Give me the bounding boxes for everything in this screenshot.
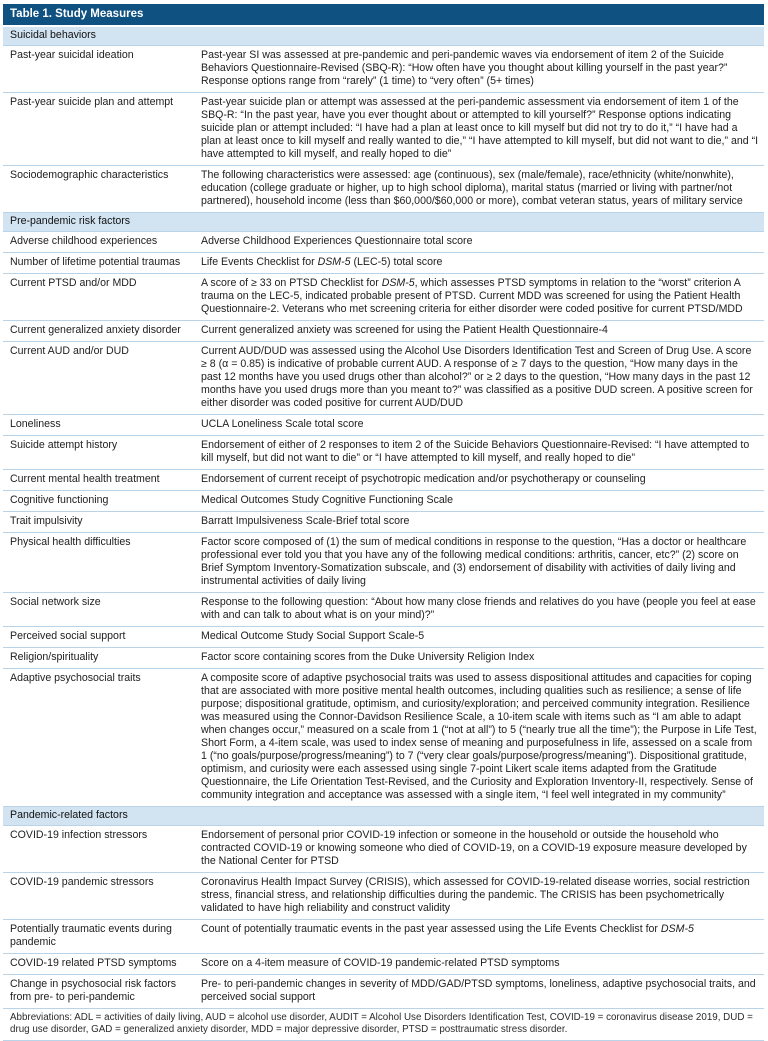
description-cell: Endorsement of current receipt of psychotropic medication and/or psychotherapy or counseling xyxy=(201,473,646,485)
measure-cell: Current generalized anxiety disorder xyxy=(10,324,181,336)
measure-cell: Sociodemographic characteristics xyxy=(10,169,169,181)
description-cell: Medical Outcome Study Social Support Scale-5 xyxy=(201,630,425,642)
study-measures-table xyxy=(3,4,764,1041)
description-cell: Life Events Checklist for DSM-5 (LEC-5) total score xyxy=(201,256,443,268)
measure-cell: Potentially traumatic events during pandemic xyxy=(10,923,172,948)
measure-cell: Adverse childhood experiences xyxy=(10,235,158,247)
section-header: Suicidal behaviors xyxy=(3,27,764,46)
table-row xyxy=(3,342,764,415)
table-row xyxy=(3,920,764,954)
measure-cell: COVID-19 related PTSD symptoms xyxy=(10,957,177,969)
table-row xyxy=(3,491,764,512)
measure-cell: Religion/spirituality xyxy=(10,651,99,663)
table-row xyxy=(3,93,764,166)
measure-cell: Number of lifetime potential traumas xyxy=(10,256,181,268)
measure-cell: Current mental health treatment xyxy=(10,473,160,485)
measure-cell: Social network size xyxy=(10,596,101,608)
table-row xyxy=(3,669,764,807)
table-row xyxy=(3,232,764,253)
measure-cell: COVID-19 infection stressors xyxy=(10,829,148,841)
table-row xyxy=(3,593,764,627)
table-row xyxy=(3,46,764,93)
table-row xyxy=(3,436,764,470)
measure-cell: Change in psychosocial risk factors from pre- to peri-pandemic xyxy=(10,978,177,1003)
description-cell: Medical Outcomes Study Cognitive Functioning Scale xyxy=(201,494,454,506)
measure-cell: Adaptive psychosocial traits xyxy=(10,672,141,684)
table-row xyxy=(3,648,764,669)
table-row xyxy=(3,274,764,321)
table-row xyxy=(3,627,764,648)
table-row xyxy=(3,954,764,975)
table-row xyxy=(3,512,764,533)
measure-cell: Perceived social support xyxy=(10,630,126,642)
measure-cell: Current AUD and/or DUD xyxy=(10,345,129,357)
table-row xyxy=(3,470,764,491)
table-row xyxy=(3,415,764,436)
description-cell: Current generalized anxiety was screened for using the Patient Health Questionnaire-4 xyxy=(201,324,608,336)
description-cell: Pre- to peri-pandemic changes in severity of MDD/GAD/PTSD symptoms, loneliness, adaptive psychosocial traits, and perceived social support xyxy=(201,978,756,1003)
measure-cell: Past-year suicidal ideation xyxy=(10,49,134,61)
description-cell: A score of ≥ 33 on PTSD Checklist for DSM-5, which assesses PTSD symptoms in relation to the “worst” criterion A trauma on the LEC-5, indicated probable present of PTSD. Current MDD was screened for using the Patient Health Questionnaire-2. Veterans who met screening criteria for either disorder were coded positive for current PTSD/MDD xyxy=(201,277,743,315)
measure-cell: Loneliness xyxy=(10,418,61,430)
description-cell: Score on a 4-item measure of COVID-19 pandemic-related PTSD symptoms xyxy=(201,957,560,969)
description-cell: Endorsement of either of 2 responses to item 2 of the Suicide Behaviors Questionnaire-Revised: “I have attempted to kill myself, but did not want to die” or “I have attempted to kill myself, and really hoped to die” xyxy=(201,439,750,464)
table-row xyxy=(3,873,764,920)
measure-cell: Cognitive functioning xyxy=(10,494,109,506)
table-row xyxy=(3,166,764,213)
measure-cell: Suicide attempt history xyxy=(10,439,118,451)
description-cell: Past-year SI was assessed at pre-pandemic and peri-pandemic waves via endorsement of item 2 of the Suicide Behaviors Questionnaire-Revised (SBQ-R): “How often have you thought about killing yourself in the past year?” Response options range from “rarely” (1 time) to “very often” (5+ times) xyxy=(201,49,728,87)
measure-cell: COVID-19 pandemic stressors xyxy=(10,876,154,888)
description-cell: Current AUD/DUD was assessed using the Alcohol Use Disorders Identification Test and Screen of Drug Use. A score ≥ 8 (α = 0.85) is indicative of probable current AUD. A response of ≥ 7 days to the question, “How many days in the past 12 months have you used drugs other than alcohol?” or ≥ 2 days to the question, “How many days in the past 12 months have you used drugs more than you meant to?” was classified as a positive DUD screen. A positive screen for either disorder was coded positive for current AUD/DUD xyxy=(201,345,753,409)
description-cell: Adverse Childhood Experiences Questionnaire total score xyxy=(201,235,473,247)
description-cell: Barratt Impulsiveness Scale-Brief total score xyxy=(201,515,410,527)
section-header: Pre-pandemic risk factors xyxy=(3,213,764,232)
table-row xyxy=(3,253,764,274)
measure-cell: Trait impulsivity xyxy=(10,515,83,527)
table-row xyxy=(3,826,764,873)
table-title: Table 1. Study Measures xyxy=(3,4,764,25)
table-row xyxy=(3,533,764,593)
description-cell: Factor score composed of (1) the sum of medical conditions in response to the question, “Has a doctor or healthcare professional ever told you that you have any of the following medical conditions: arthritis, cancer, etc?” (2) score on Brief Symptom Inventory-Somatization subscale, and (3) endorsement of disability with activities of daily living and instrumental activities of daily living xyxy=(201,536,747,587)
measure-cell: Physical health difficulties xyxy=(10,536,131,548)
description-cell: Count of potentially traumatic events in the past year assessed using the Life Events Checklist for DSM-5 xyxy=(201,923,694,935)
description-cell: UCLA Loneliness Scale total score xyxy=(201,418,364,430)
table-footnote: Abbreviations: ADL = activities of daily living, AUD = alcohol use disorder, AUDIT = Alcohol Use Disorders Identification Test, COVID-19 = coronavirus disease 2019, DUD = drug use disorder, GAD = generalized anxiety disorder, MDD = major depressive disorder, PTSD = posttraumatic stress disorder. xyxy=(3,1009,764,1041)
table-row xyxy=(3,321,764,342)
description-cell: The following characteristics were assessed: age (continuous), sex (male/female), race/ethnicity (white/nonwhite), education (college graduate or higher, up to high school diploma), marital status (married or living with partner/not partnered), household income (less than $60,000/$60,000 or more), combat veteran status, years of military service xyxy=(201,169,743,207)
description-cell: Response to the following question: “About how many close friends and relatives do you have (people you feel at ease with and can talk to about what is on your mind)?” xyxy=(201,596,756,621)
measure-cell: Past-year suicide plan and attempt xyxy=(10,96,174,108)
measure-cell: Current PTSD and/or MDD xyxy=(10,277,137,289)
description-cell: Factor score containing scores from the Duke University Religion Index xyxy=(201,651,535,663)
description-cell: Endorsement of personal prior COVID-19 infection or someone in the household or outside the household who contracted COVID-19 or knowing someone who died of COVID-19, on a COVID-19 exposure measure developed by the National Center for PTSD xyxy=(201,829,747,867)
table-body xyxy=(3,27,764,1009)
table-row xyxy=(3,975,764,1009)
description-cell: A composite score of adaptive psychosocial traits was used to assess dispositional attitudes and capacities for coping that are associated with more positive mental health outcomes, including qualities such as resilience; a sense of life purpose; dispositional gratitude, optimism, and curiosity/exploration; and perceived community integration. Resilience was measured using the Connor-Davidson Resilience Scale, a 10-item scale with items such as “I am able to adapt when changes occur,” measured on a scale from 1 (“not at all”) to 5 (“nearly true all the time”); the Purpose in Life Test, Short Form, a 4-item scale, was used to index sense of meaning and purposefulness in life, assessed on a scale from 1 (“no goals/purpose/progress/meaning”) to 7 (“very clear goals/purpose/progress/meaning”). Dispositional gratitude, optimism, and curiosity were each assessed using single 7-point Likert scale items adapted from the Gratitude Questionnaire, the Life Orientation Test-Revised, and the Curiosity and Exploration Inventory-II, respectively. Sense of community integration and acceptance was assessed with a single item, “I feel well integrated in my community” xyxy=(201,672,757,801)
description-cell: Past-year suicide plan or attempt was assessed at the peri-pandemic assessment via endorsement of item 1 of the SBQ-R: “In the past year, have you ever thought about or attempted to kill yourself?” Response options indicating suicide plan or attempt included: “I have had a plan at least once to kill myself but did not try to do it,” “I have had a plan at least once to kill myself and really wanted to die,” “I have attempted to kill myself, but did not want to die,” and “I have attempted to kill myself, and really hoped to die” xyxy=(201,96,759,160)
description-cell: Coronavirus Health Impact Survey (CRISIS), which assessed for COVID-19-related disease worries, social restriction stress, financial stress, and relationship difficulties during the pandemic. The CRISIS has been psychometrically validated to have high reliability and construct validity xyxy=(201,876,750,914)
section-header: Pandemic-related factors xyxy=(3,807,764,826)
